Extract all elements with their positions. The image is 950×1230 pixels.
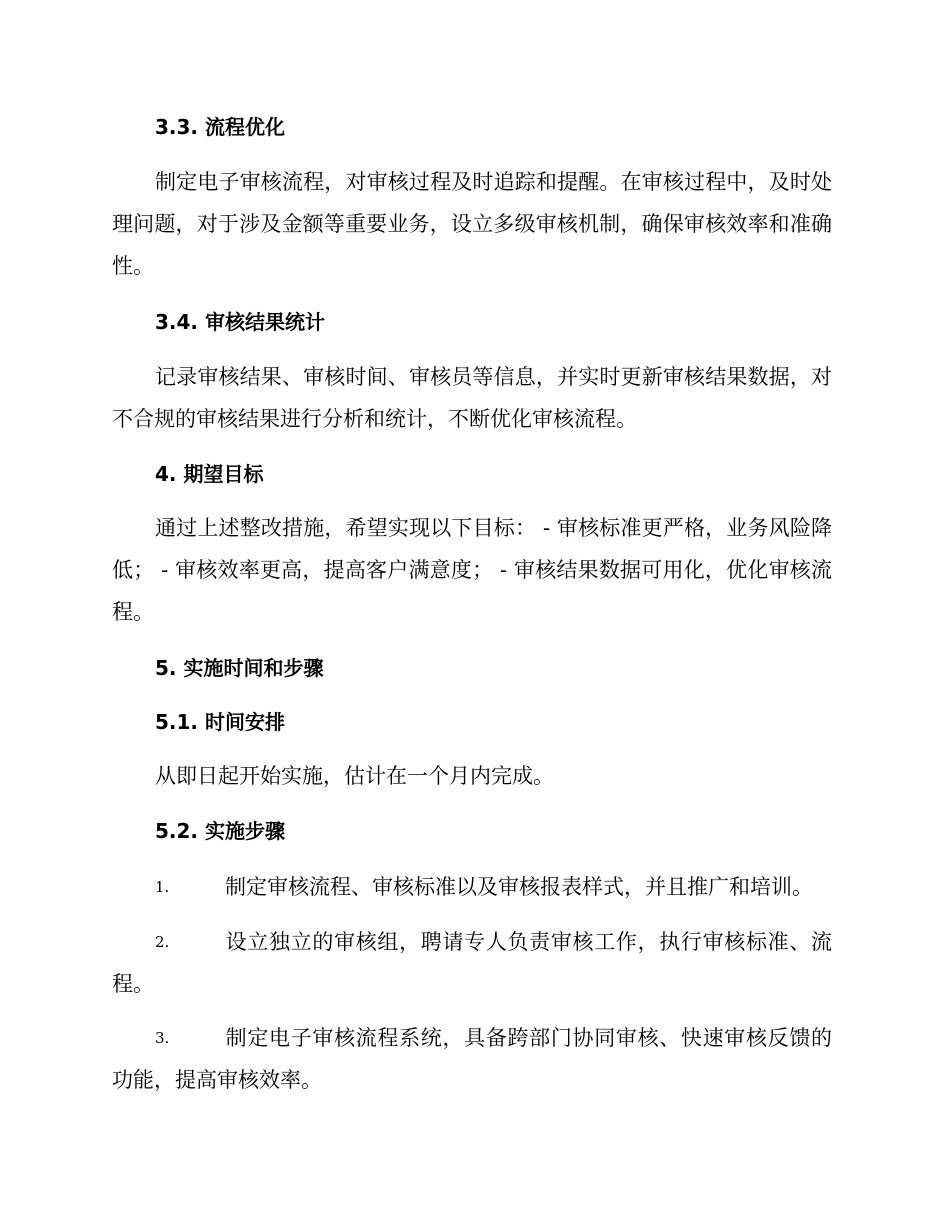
section-body-3-3: 制定电子审核流程，对审核过程及时追踪和提醒。在审核过程中，及时处理问题，对于涉及金额等重要业务，设立多级审核机制，确保审核效率和准确性。 — [112, 170, 832, 278]
list-item-text: 制定电子审核流程系统，具备跨部门协同审核、快速审核反馈的功能，提高审核效率。 — [112, 1026, 832, 1092]
section-heading-4: 4. 期望目标 — [155, 462, 264, 486]
list-item — [112, 921, 832, 1005]
section-heading-5: 5. 实施时间和步骤 — [155, 656, 324, 680]
section-heading-3-4: 3.4. 审核结果统计 — [155, 310, 325, 334]
list-item-text: 设立独立的审核组，聘请专人负责审核工作，执行审核标准、流程。 — [112, 930, 832, 996]
list-item — [112, 1017, 832, 1101]
section-body-5-1: 从即日起开始实施，估计在一个月内完成。 — [155, 764, 554, 788]
section-heading-5-1: 5.1. 时间安排 — [155, 710, 285, 734]
section-body-3-4: 记录审核结果、审核时间、审核员等信息，并实时更新审核结果数据，对不合规的审核结果进行分析和统计，不断优化审核流程。 — [112, 365, 832, 431]
list-item-number: 1. — [155, 878, 170, 896]
section-body-4: 通过上述整改措施，希望实现以下目标： - 审核标准更严格，业务风险降低； - 审核效率更高，提高客户满意度； - 审核结果数据可用化，优化审核流程。 — [112, 516, 832, 624]
list-item-text: 制定审核流程、审核标准以及审核报表样式，并且推广和培训。 — [225, 875, 813, 899]
list-item-number: 3. — [155, 1029, 170, 1047]
list-item — [112, 866, 832, 908]
section-heading-5-2: 5.2. 实施步骤 — [155, 819, 285, 843]
list-item-number: 2. — [155, 933, 170, 951]
section-heading-3-3: 3.3. 流程优化 — [155, 115, 285, 139]
